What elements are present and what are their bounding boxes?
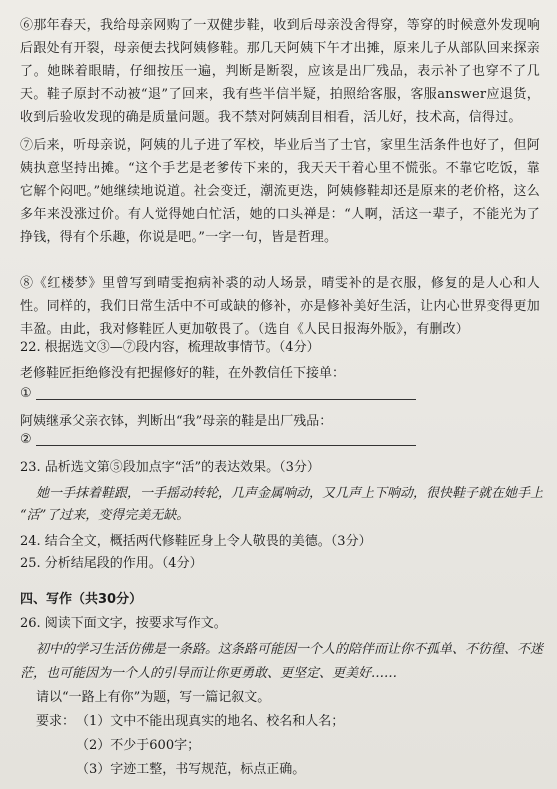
answer-line-1[interactable] bbox=[36, 399, 416, 400]
answer-line-2[interactable] bbox=[36, 445, 416, 446]
question-22-item-1: ① bbox=[20, 386, 32, 401]
requirements-label: 要求： bbox=[36, 714, 76, 729]
question-22-lead: 老修鞋匠拒绝修没有把握修好的鞋，在外教信任下接单： bbox=[20, 366, 346, 381]
requirement-1: （1）文中不能出现真实的地名、校名和人名； bbox=[76, 714, 345, 729]
question-23-title: 23. 品析选文第⑤段加点字“活”的表达效果。（3分） bbox=[20, 460, 320, 475]
passage-paragraph-7: ⑦后来，听母亲说，阿姨的儿子进了军校，毕业后当了士官，家里生活条件也好了，但阿姨执意坚持出摊。“这个手艺是老爹传下来的，我天天干着心里不慌张。不靠它吃饭，靠它解个闷吧。”她继续地说道。社会变迁，潮流更迭，阿姨修鞋却还是原来的老价格，这么多年来没涨过价。有人觉得她白忙活，她的口头禅是：“人啊，活这一辈子，不能光为了挣钱，得有个乐趣，你说是吧。”一字一句，皆是哲理。 bbox=[20, 138, 540, 245]
question-26-title: 26. 阅读下面文字，按要求写作文。 bbox=[20, 616, 227, 631]
passage-paragraph-8: ⑧《红楼梦》里曾写到晴雯抱病补裘的动人场景，晴雯补的是衣服，修复的是人心和人性。同样的，我们日常生活中不可或缺的修补，亦是修补美好生活，让内心世界变得更加丰盈。由此，我对修鞋匠人更加敬畏了。（选自《人民日报海外版》，有删改） bbox=[20, 276, 540, 337]
question-24-title: 24. 结合全文，概括两代修鞋匠身上令人敬畏的美德。（3分） bbox=[20, 534, 372, 549]
question-22-title: 22. 根据选文③—⑦段内容，梳理故事情节。（4分） bbox=[20, 340, 320, 355]
question-25-title: 25. 分析结尾段的作用。（4分） bbox=[20, 556, 203, 571]
question-22-item-2: ② bbox=[20, 432, 32, 447]
question-23-quote-1: 她一手抹着鞋跟，一手摇动转轮，几声金属响动，又几声上下响动，很快鞋子就在她手上 bbox=[36, 486, 544, 501]
question-26-prompt-1: 初中的学习生活仿佛是一条路。这条路可能因一个人的陪伴而让你不孤单、不彷徨、不迷 bbox=[36, 642, 544, 657]
question-26-prompt-2: 茫，也可能因为一个人的引导而让你更勇敢、更坚定、更美好…… bbox=[20, 666, 398, 681]
question-22-mid: 阿姨继承父亲衣钵，判断出“我”母亲的鞋是出厂残品： bbox=[20, 414, 333, 429]
question-26-instruction: 请以“一路上有你”为题，写一篇记叙文。 bbox=[36, 690, 271, 705]
requirement-3: （3）字迹工整，书写规范，标点正确。 bbox=[76, 762, 306, 777]
question-23-quote-2: “活”了过来，变得完美无缺。 bbox=[20, 508, 190, 523]
passage-paragraph-6: ⑥那年春天，我给母亲网购了一双健步鞋，收到后母亲没舍得穿，等穿的时候意外发现响后跟处有开裂，母亲便去找阿姨修鞋。那几天阿姨下午才出摊，原来儿子从部队回来探亲了。她眯着眼睛，仔细按压一遍，判断是断裂，应该是出厂残品，表示补了也穿不了几天。鞋子原封不动被“退”了回来，我有些半信半疑，拍照给客服，客服answer应退货，收到后验收发现的确是质量问题。我不禁对阿姨刮目相看，活儿好，技术高，信得过。 bbox=[20, 18, 540, 125]
section-4-heading: 四、写作（共30分） bbox=[20, 592, 143, 607]
requirement-2: （2）不少于600字； bbox=[76, 738, 201, 753]
